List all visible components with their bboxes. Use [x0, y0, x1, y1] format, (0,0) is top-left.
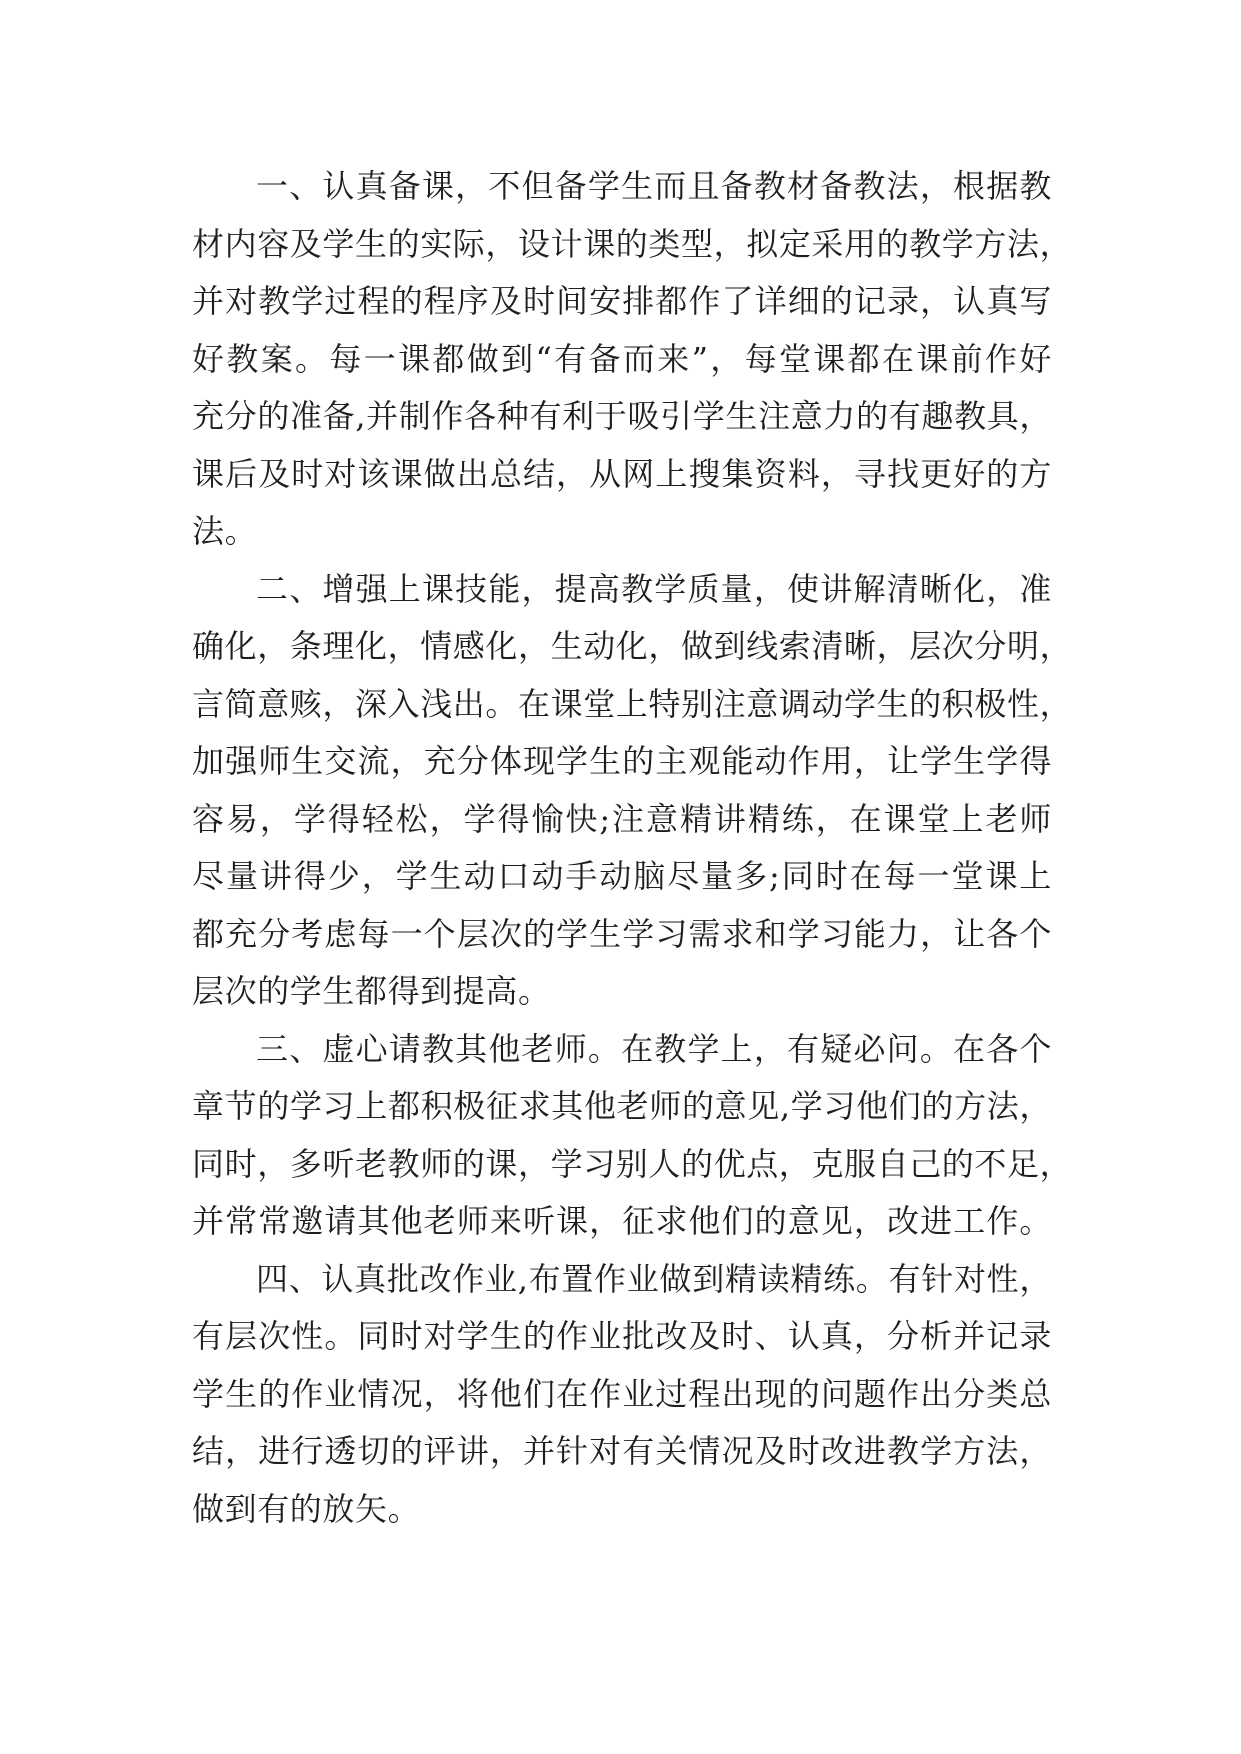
- paragraph-4: [192, 1251, 1052, 1539]
- paragraph-line: 做到有的放矢。: [192, 1489, 421, 1528]
- paragraph-line: 充分的准备,并制作各种有利于吸引学生注意力的有趣教具，: [192, 397, 1052, 435]
- paragraph-line: 一、认真备课，不但备学生而且备教材备教法，根据教: [256, 167, 1052, 205]
- paragraph-line: 学生的作业情况，将他们在作业过程出现的问题作出分类总: [192, 1374, 1052, 1413]
- paragraph-line: 二、增强上课技能，提高教学质量，使讲解清晰化，准: [256, 569, 1052, 608]
- paragraph-line: 尽量讲得少，学生动口动手动脑尽量多;同时在每一堂课上: [192, 857, 1052, 895]
- paragraph-line: 三、虚心请教其他老师。在教学上，有疑必问。在各个: [256, 1029, 1052, 1068]
- paragraph-3: [192, 1021, 1073, 1251]
- paragraph-line: 同时，多听老教师的课，学习别人的优点，克服自己的不足，: [192, 1144, 1073, 1183]
- paragraph-line: 加强师生交流，充分体现学生的主观能动作用，让学生学得: [192, 742, 1052, 780]
- paragraph-line: 课后及时对该课做出总结，从网上搜集资料，寻找更好的方: [192, 454, 1052, 493]
- paragraph-line: 法。: [192, 512, 258, 550]
- paragraph-line: 材内容及学生的实际，设计课的类型，拟定采用的教学方法，: [192, 224, 1073, 263]
- paragraph-1: [192, 158, 1073, 561]
- paragraph-line: 确化，条理化，情感化，生动化，做到线索清晰，层次分明，: [192, 627, 1073, 665]
- paragraph-line: 并对教学过程的程序及时间安排都作了详细的记录，认真写: [192, 282, 1052, 320]
- paragraph-line: 并常常邀请其他老师来听课，征求他们的意见，改进工作。: [192, 1202, 1052, 1240]
- document-body: [192, 158, 1073, 1538]
- paragraph-line: 有层次性。同时对学生的作业批改及时、认真，分析并记录: [192, 1317, 1052, 1355]
- paragraph-line: 四、认真批改作业,布置作业做到精读精练。有针对性，: [256, 1259, 1052, 1298]
- paragraph-line: 章节的学习上都积极征求其他老师的意见,学习他们的方法，: [192, 1087, 1052, 1125]
- paragraph-line: 容易，学得轻松，学得愉快;注意精讲精练，在课堂上老师: [192, 799, 1052, 838]
- paragraph-line: 层次的学生都得到提高。: [192, 972, 551, 1010]
- paragraph-line: 好教案。每一课都做到“有备而来”，每堂课都在课前作好: [192, 339, 1052, 378]
- paragraph-2: [192, 561, 1073, 1021]
- paragraph-line: 结，进行透切的评讲，并针对有关情况及时改进教学方法，: [192, 1432, 1052, 1470]
- paragraph-line: 言简意赅，深入浅出。在课堂上特别注意调动学生的积极性，: [192, 684, 1073, 723]
- paragraph-line: 都充分考虑每一个层次的学生学习需求和学习能力，让各个: [192, 914, 1052, 953]
